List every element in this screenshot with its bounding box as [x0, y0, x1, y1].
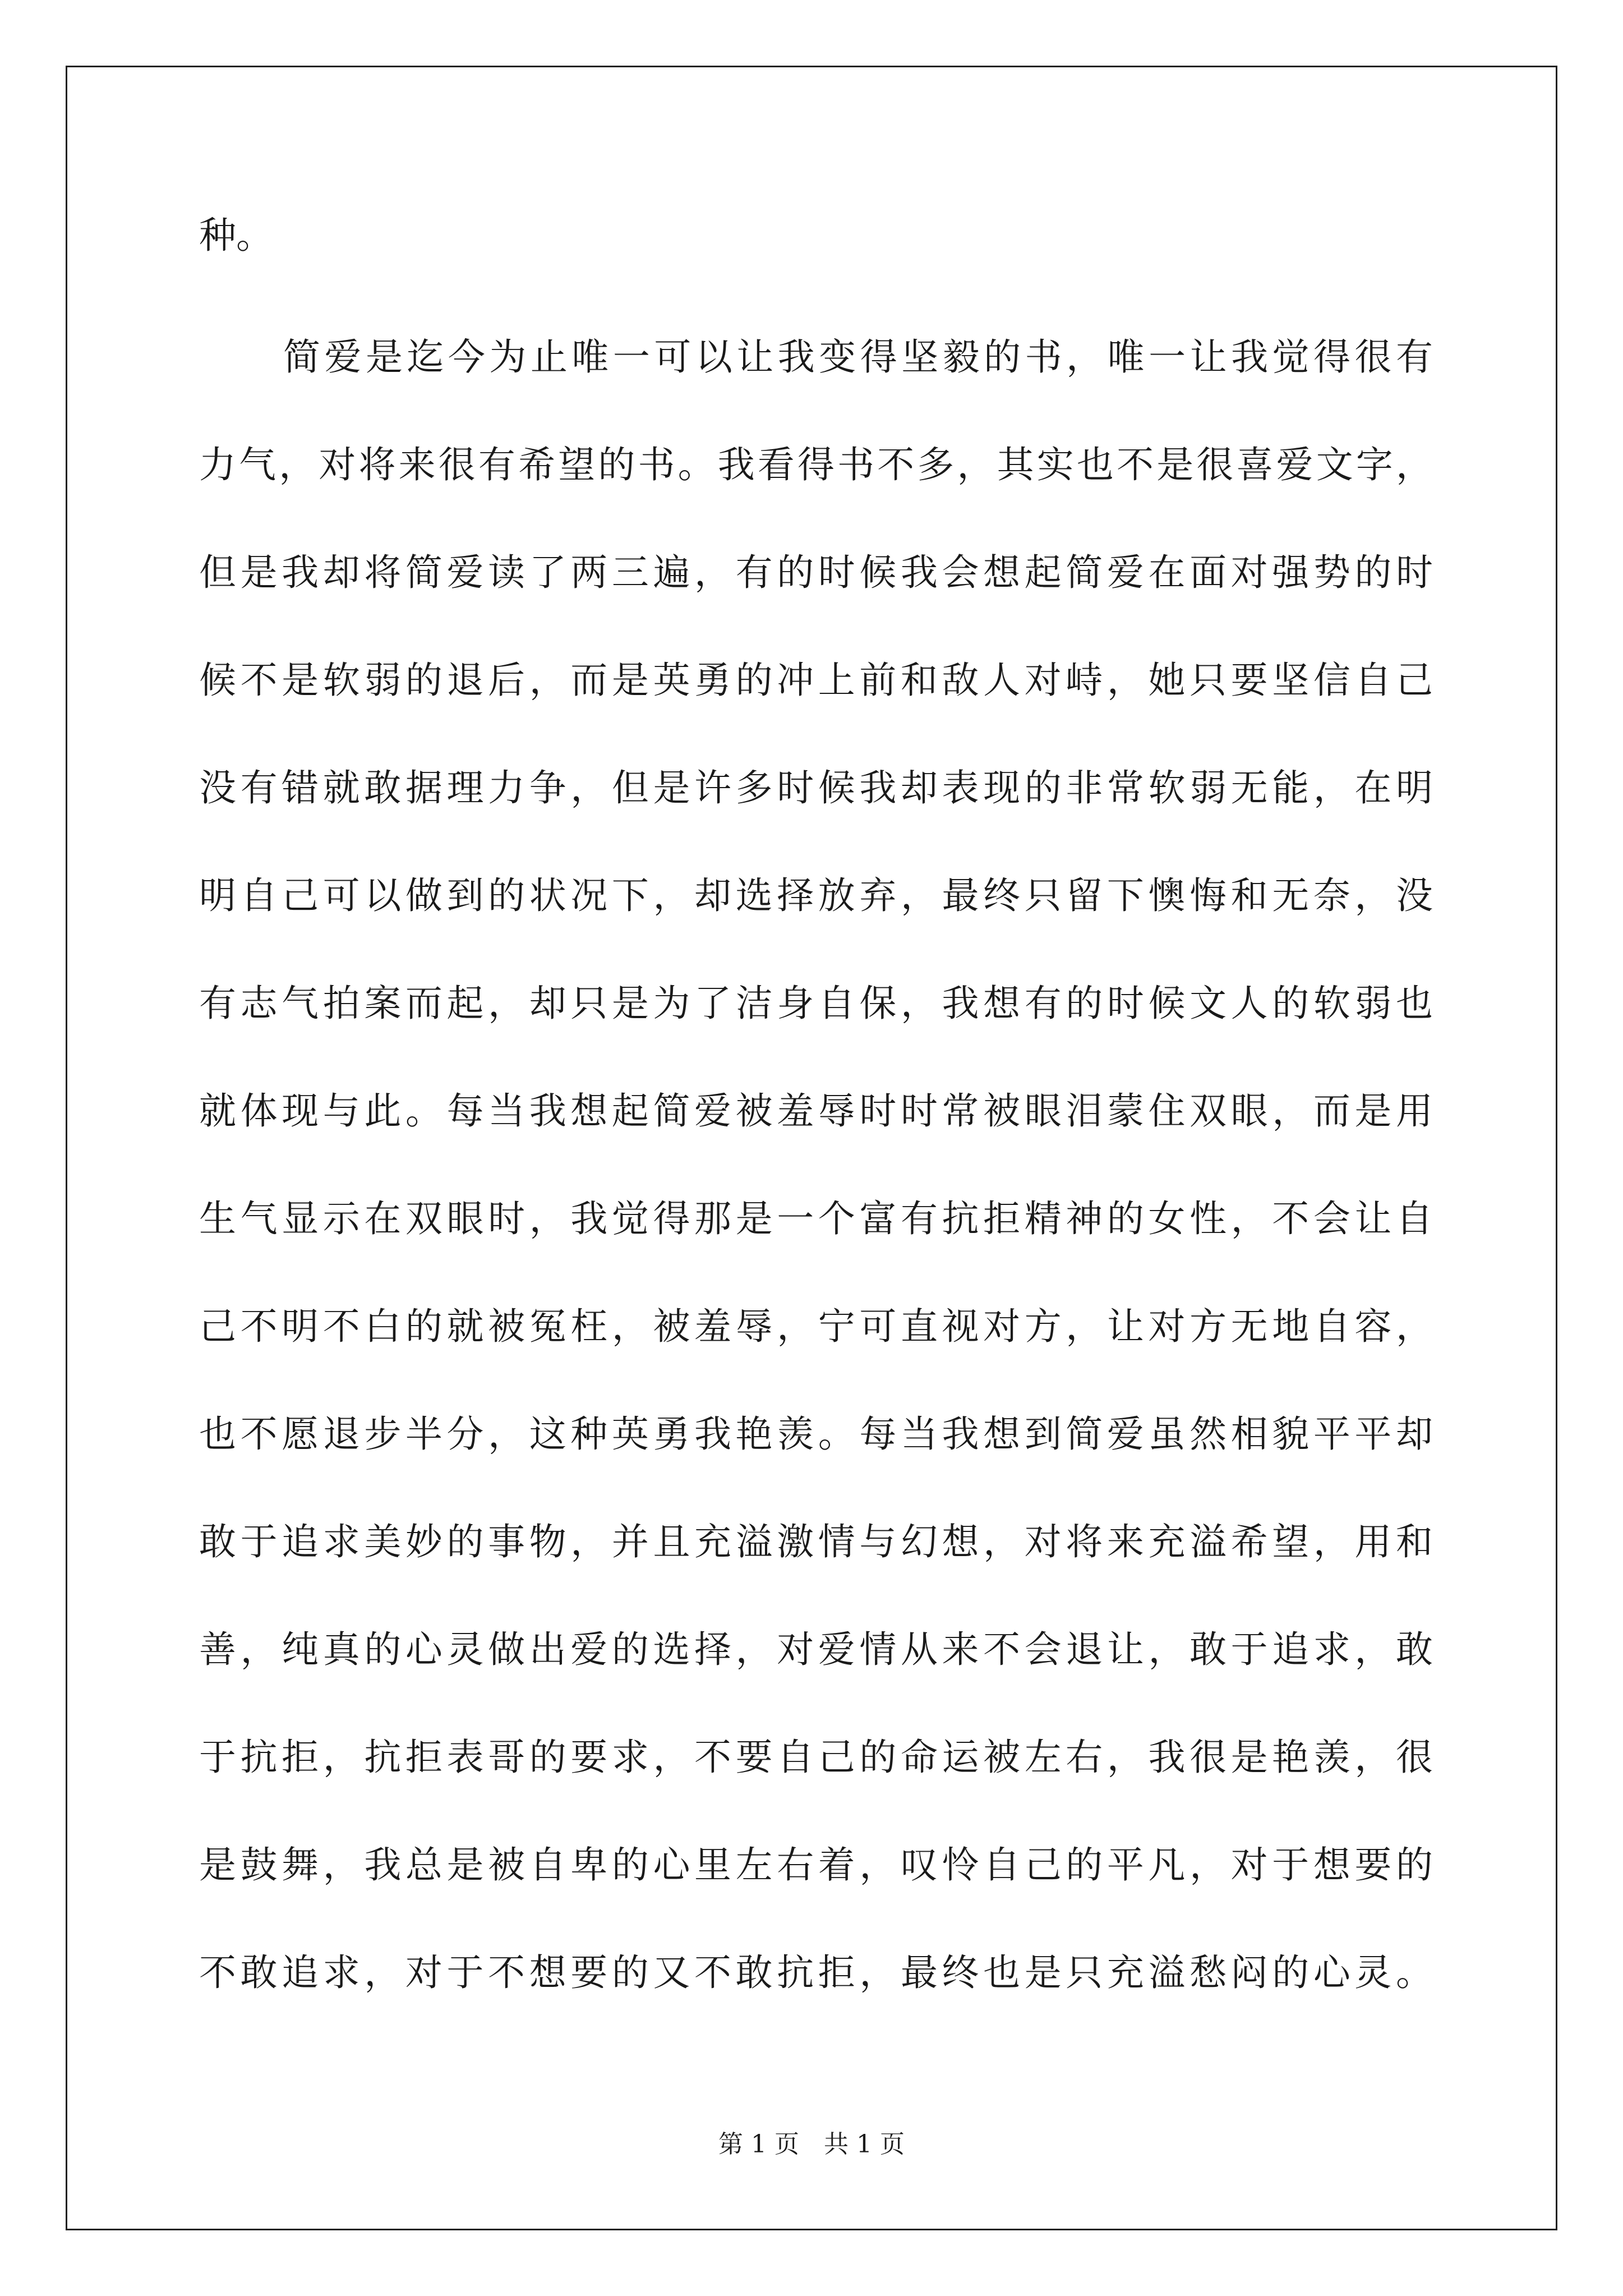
text-line-6: 没有错就敢据理力争，但是许多时候我却表现的非常软弱无能，在明 — [199, 766, 1433, 809]
text-line-2: 简爱是迄今为止唯一可以让我变得坚毅的书，唯一让我觉得很有 — [283, 335, 1433, 379]
text-line-9: 就体现与此。每当我想起简爱被羞辱时时常被眼泪蒙住双眼，而是用 — [199, 1089, 1433, 1133]
text-line-3: 力气，对将来很有希望的书。我看得书不多，其实也不是很喜爱文字， — [199, 443, 1433, 486]
text-line-7: 明自己可以做到的状况下，却选择放弃，最终只留下懊悔和无奈，没 — [199, 874, 1433, 917]
text-line-1: 种。 — [199, 214, 273, 257]
text-line-8: 有志气拍案而起，却只是为了洁身自保，我想有的时候文人的软弱也 — [199, 982, 1433, 1025]
text-line-16: 是鼓舞，我总是被自卑的心里左右着，叹怜自己的平凡，对于想要的 — [199, 1843, 1433, 1887]
text-line-12: 也不愿退步半分，这种英勇我艳羡。每当我想到简爱虽然相貌平平却 — [199, 1412, 1433, 1456]
text-line-17: 不敢追求，对于不想要的又不敢抗拒，最终也是只充溢愁闷的心灵。 — [199, 1951, 1433, 1994]
text-line-14: 善，纯真的心灵做出爱的选择，对爱情从来不会退让，敢于追求，敢 — [199, 1628, 1433, 1671]
page-number-footer: 第 1 页 共 1 页 — [718, 2130, 905, 2159]
text-line-4: 但是我却将简爱读了两三遍，有的时候我会想起简爱在面对强势的时 — [199, 551, 1433, 594]
page-border — [66, 66, 1557, 2230]
text-line-13: 敢于追求美妙的事物，并且充溢激情与幻想，对将来充溢希望，用和 — [199, 1520, 1433, 1563]
text-line-15: 于抗拒，抗拒表哥的要求，不要自己的命运被左右，我很是艳羡，很 — [199, 1736, 1433, 1779]
text-line-11: 己不明不白的就被冤枉，被羞辱，宁可直视对方，让对方无地自容， — [199, 1305, 1433, 1348]
text-line-5: 候不是软弱的退后，而是英勇的冲上前和敌人对峙，她只要坚信自己 — [199, 659, 1433, 702]
text-line-10: 生气显示在双眼时，我觉得那是一个富有抗拒精神的女性，不会让自 — [199, 1197, 1433, 1240]
